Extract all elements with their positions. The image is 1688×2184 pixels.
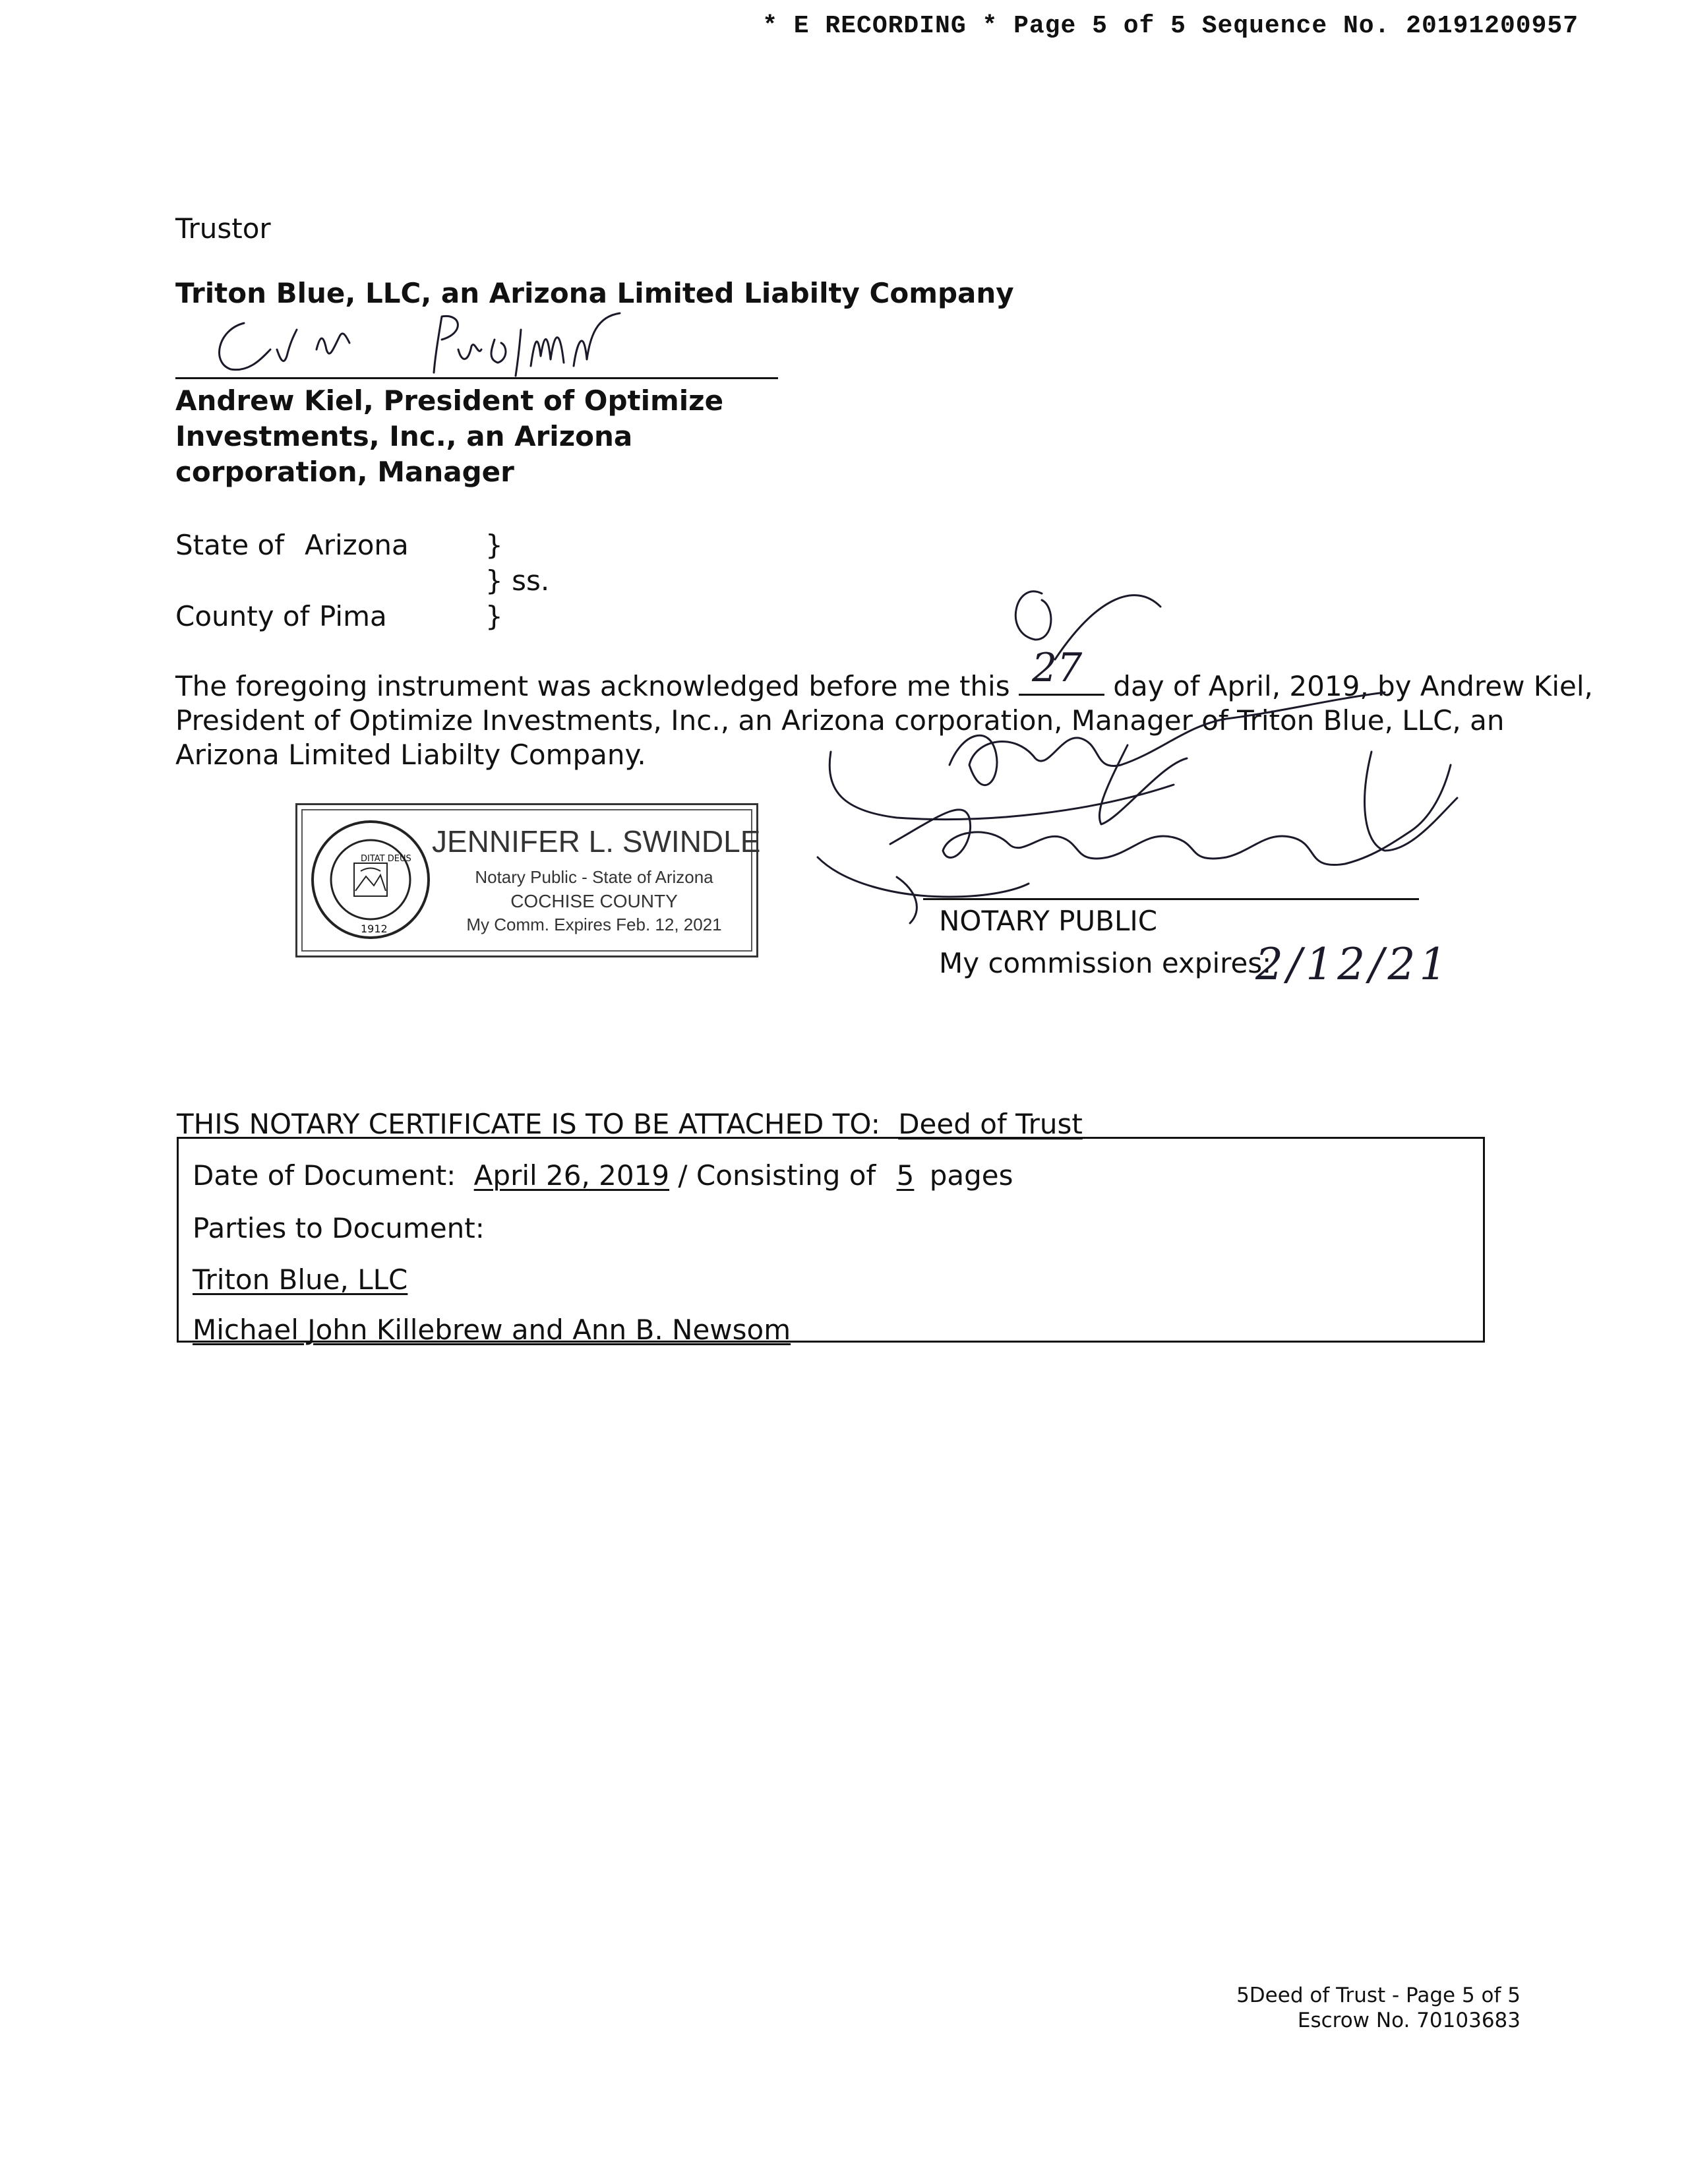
ack-day-handwritten: 27: [1031, 645, 1083, 691]
trustor-signer-line1: Andrew Kiel, President of Optimize: [175, 384, 724, 417]
consisting-label: / Consisting of: [678, 1159, 876, 1192]
date-of-document-row: [193, 1159, 1013, 1192]
attach-value: Deed of Trust: [898, 1108, 1083, 1140]
notary-name: JENNIFER L. SWINDLE: [432, 824, 761, 859]
trustor-signature: [198, 310, 659, 382]
notary-signature-line: [923, 898, 1419, 900]
attach-label: THIS NOTARY CERTIFICATE IS TO BE ATTACHED TO:: [177, 1108, 880, 1140]
notary-signature: [818, 567, 1530, 976]
date-value: April 26, 2019: [473, 1159, 670, 1192]
date-label: Date of Document:: [193, 1159, 456, 1192]
notary-county: COCHISE COUNTY: [510, 891, 678, 911]
ack-line1-a: The foregoing instrument was acknowledged before me this: [175, 670, 1010, 702]
notary-public-label: NOTARY PUBLIC: [939, 905, 1158, 937]
state-label: State of: [175, 529, 285, 561]
state-value: Arizona: [305, 529, 409, 561]
brace-top: }: [485, 529, 503, 561]
ack-line3: Arizona Limited Liabilty Company.: [175, 739, 646, 771]
county-label: County of: [175, 600, 310, 632]
ack-line1-b: day of April, 2019, by Andrew Kiel,: [1113, 670, 1593, 702]
notary-stamp: [295, 803, 761, 957]
ss-label: } ss.: [485, 564, 550, 597]
seal-year: 1912: [361, 923, 388, 935]
notary-comm-expires: My Comm. Expires Feb. 12, 2021: [466, 915, 722, 934]
pages-label: pages: [929, 1159, 1013, 1192]
footer-line2: Escrow No. 70103683: [1297, 2009, 1521, 2032]
notary-title: Notary Public - State of Arizona: [475, 867, 713, 887]
recording-header: * E RECORDING * Page 5 of 5 Sequence No. 20191200957: [762, 12, 1579, 40]
footer-line1: 5Deed of Trust - Page 5 of 5: [1236, 1984, 1521, 2007]
party-1: Triton Blue, LLC: [193, 1263, 408, 1296]
pages-value: 5: [896, 1159, 915, 1192]
seal-motto: DITAT DEUS: [361, 854, 411, 864]
trustor-heading: Trustor: [175, 212, 271, 245]
trustor-signer-line3: corporation, Manager: [175, 456, 514, 488]
ack-line2: President of Optimize Investments, Inc., an Arizona corporation, Manager of Triton Blue, LLC, an: [175, 704, 1505, 737]
county-value: Pima: [319, 600, 387, 632]
party-2: Michael John Killebrew and Ann B. Newsom: [193, 1314, 791, 1346]
commission-expires-label: My commission expires:: [939, 947, 1272, 979]
parties-label: Parties to Document:: [193, 1212, 485, 1244]
commission-expires-handwritten: 2/12/21: [1255, 939, 1451, 990]
trustor-signature-line: [175, 377, 778, 379]
attach-line: [177, 1108, 1089, 1140]
brace-bottom: }: [485, 600, 503, 632]
trustor-signer-line2: Investments, Inc., an Arizona: [175, 420, 633, 452]
trustor-company: Triton Blue, LLC, an Arizona Limited Liabilty Company: [175, 277, 1014, 309]
